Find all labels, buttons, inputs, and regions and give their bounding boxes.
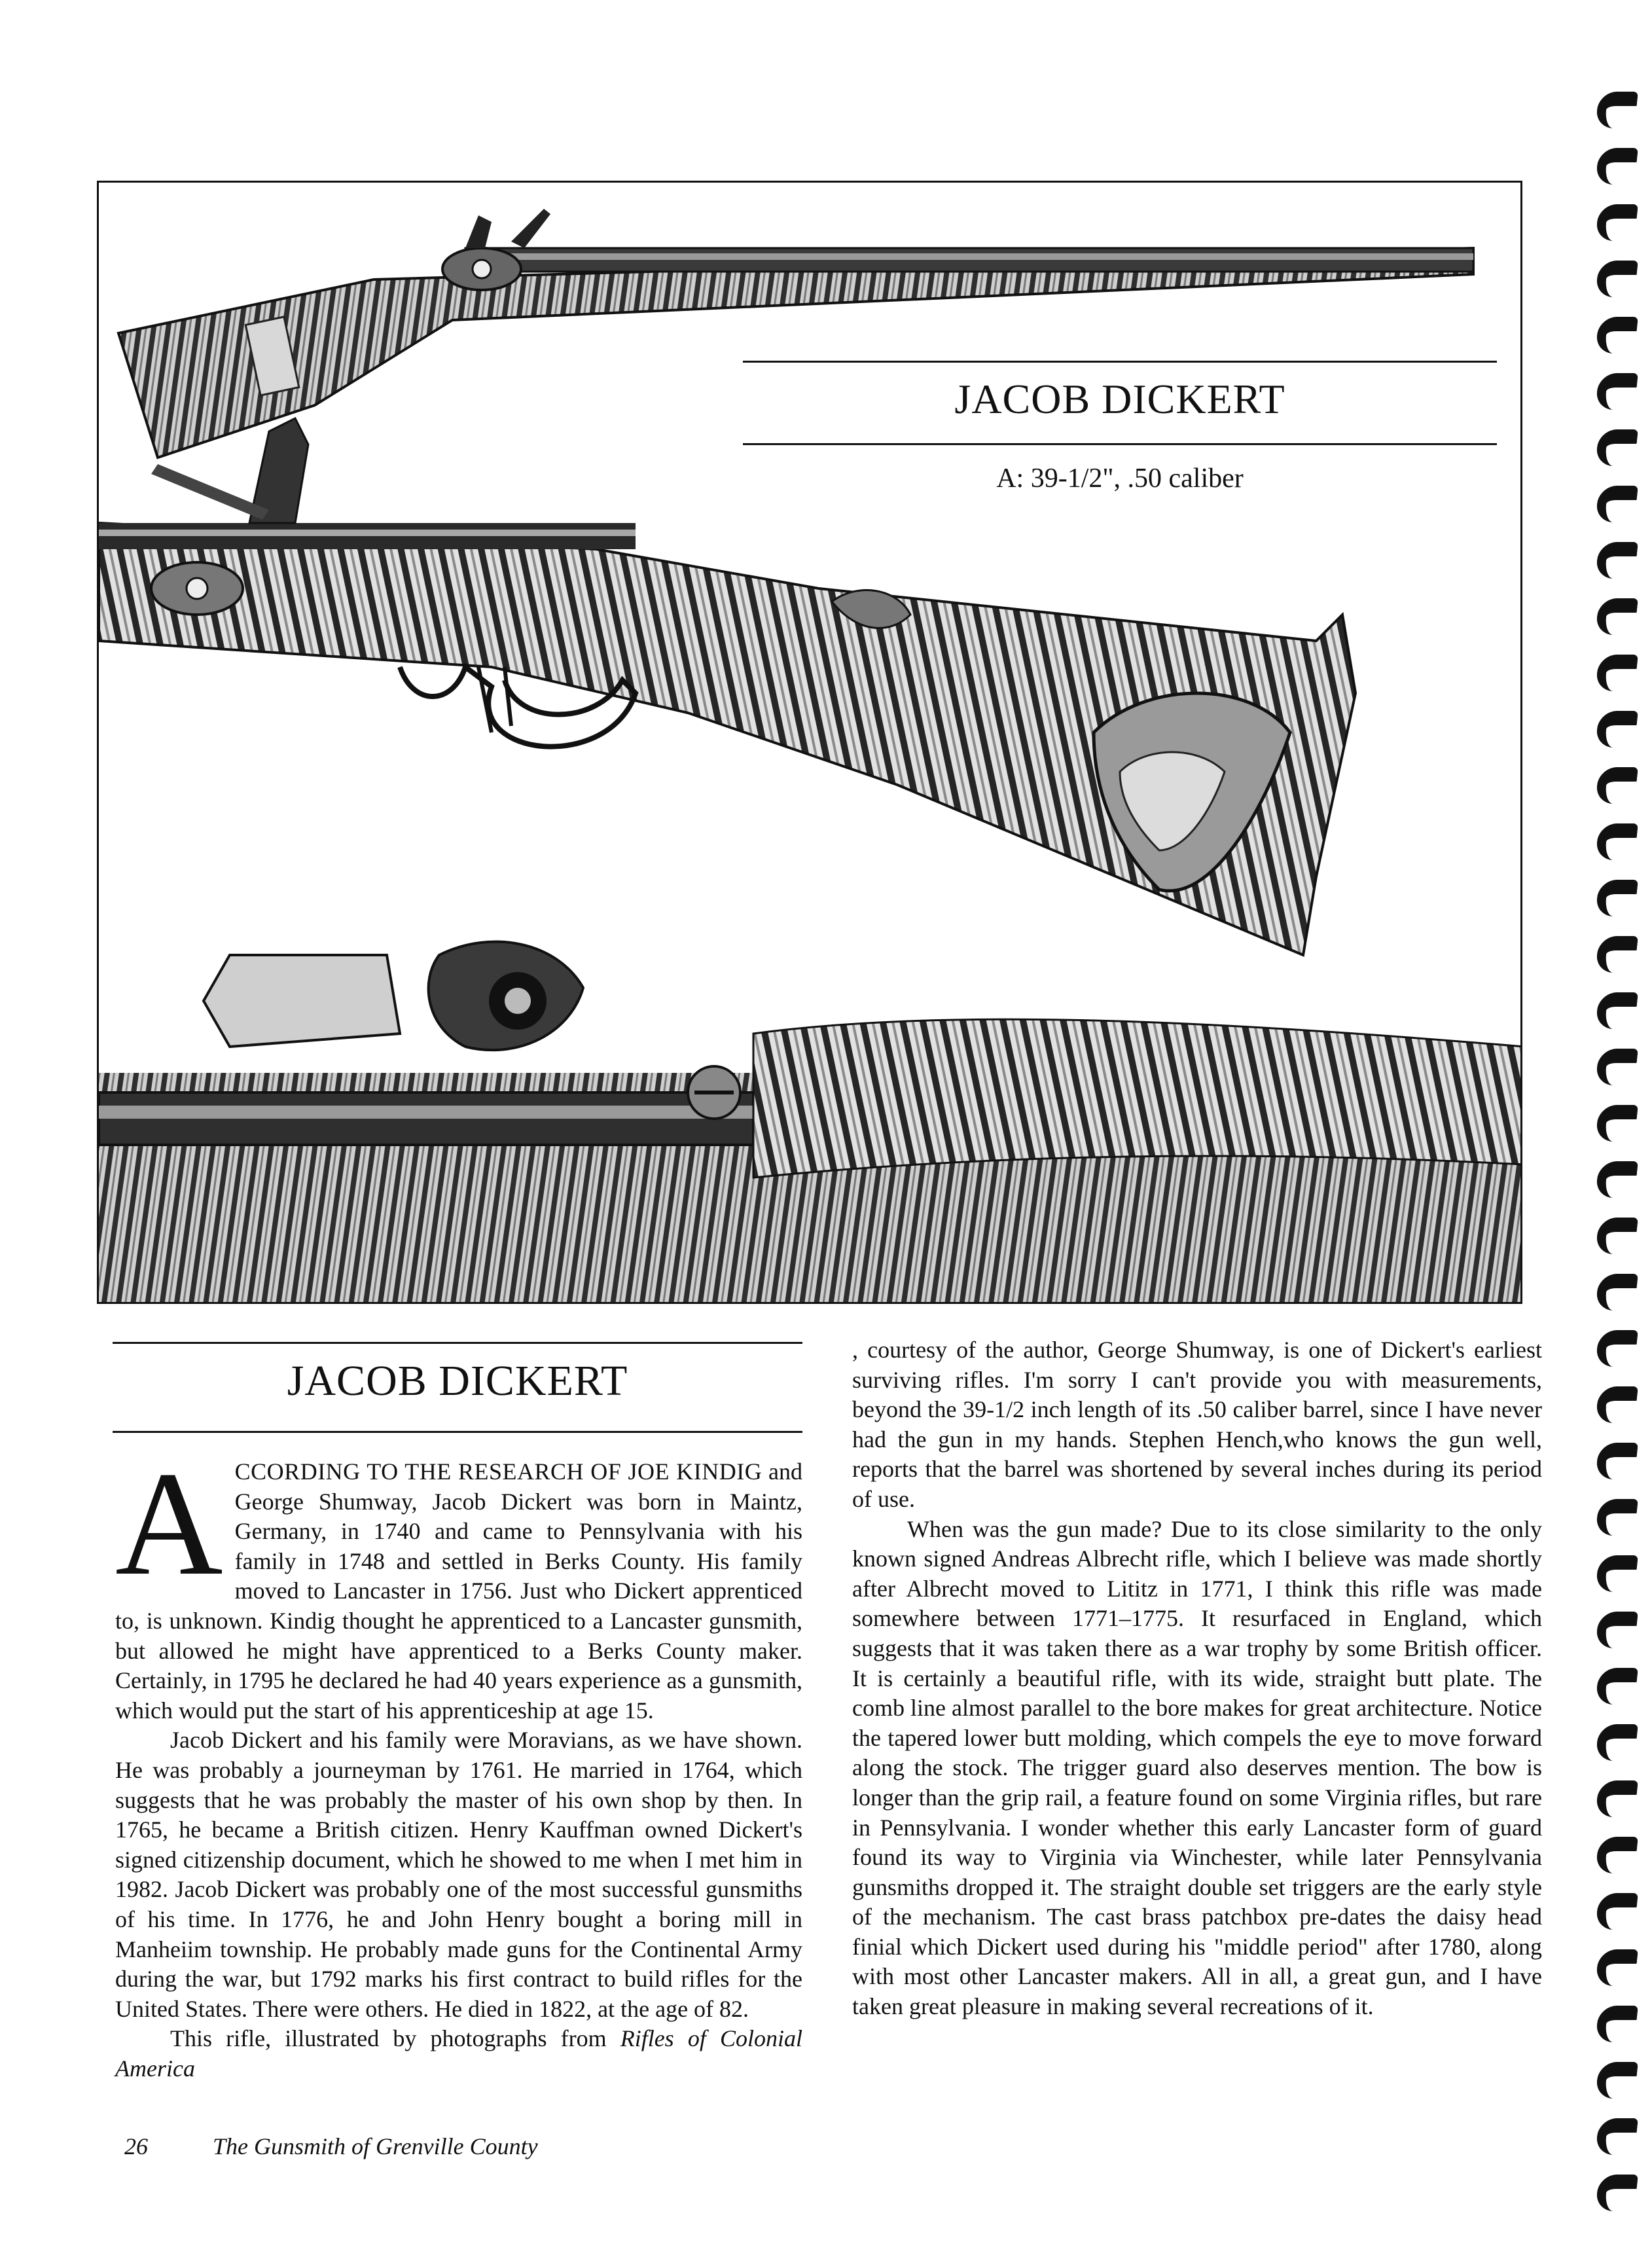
article-column-right xyxy=(852,1335,1542,2022)
binding-ring xyxy=(1595,1330,1638,1367)
article-title: JACOB DICKERT xyxy=(287,1357,628,1405)
binding-ring xyxy=(1595,1274,1638,1310)
rifle-photographs xyxy=(99,183,1522,1304)
binding-ring xyxy=(1595,261,1638,297)
page-footer xyxy=(124,2133,538,2160)
binding-ring xyxy=(1595,1105,1638,1142)
binding-ring xyxy=(1595,598,1638,635)
paragraph-1 xyxy=(115,1441,802,1725)
binding-ring xyxy=(1595,1949,1638,1986)
binding-ring xyxy=(1595,204,1638,241)
caption-title: JACOB DICKERT xyxy=(954,376,1285,422)
binding-ring xyxy=(1595,2062,1638,2099)
rifle-photo-panel xyxy=(97,181,1522,1304)
binding-ring xyxy=(1595,148,1638,185)
binding-ring xyxy=(1595,317,1638,353)
paragraph-3-rest: , courtesy of the author, George Shumway, is one of Dickert's earliest surviving rifles. I'm sorry I can't provide you with measurements, beyond the 39-1/2 inch length of its .50 caliber barrel, since I have never had the gun in my hands. Stephen Hench,who knows the gun well, reports that the barrel was shortened by several inches during its period of use. xyxy=(852,1337,1542,1512)
binding-ring xyxy=(1595,1499,1638,1536)
rifle-lock-closeup xyxy=(99,942,1522,1304)
binding-ring xyxy=(1595,92,1638,128)
binding-ring xyxy=(1595,1724,1638,1761)
page-number: 26 xyxy=(124,2133,148,2159)
paragraph-4: When was the gun made? Due to its close similarity to the only known signed Andreas Albrecht rifle, which I believe was made shortly after Albrecht moved to Lititz in 1771, I think this rifle was made somewhere between 1771–1775. It resurfaced in England, which suggests that it was taken there as a war trophy by some British officer. It is certainly a beautiful rifle, with its wide, straight butt plate. The comb line almost parallel to the bore makes for great architecture. Notice the tapered lower butt molding, which compels the eye to move forward along the stock. The trigger guard also deserves mention. The bow is longer than the grip rail, a feature found on some Virginia rifles, but rare in Pennsylvania. I wonder whether this early Lancaster form of guard found its way to Virginia via Winchester, while later Pennsylvania gunsmiths dropped it. The straight double set triggers are the early style of the mechanism. The cast brass patchbox pre-dates the daisy head finial which Dickert used during his "middle period" after 1780, along with most other Lancaster makers. All in all, a great gun, and I have taken great pleasure in making several recreations of it. xyxy=(852,1515,1542,2020)
binding-ring xyxy=(1595,2006,1638,2042)
book-citation: Rifles of Colonial America xyxy=(115,2025,802,2082)
binding-ring xyxy=(1595,767,1638,804)
article-column-left xyxy=(115,1441,802,2084)
binding-ring xyxy=(1595,1386,1638,1423)
binding-ring xyxy=(1595,1780,1638,1817)
paragraph-1-text: and George Shumway, Jacob Dickert was born in Maintz, Germany, in 1740 and came to Pennsylvania with his family in 1748 and settled in Berks County. His family moved to Lancaster in 1756. Just who Dickert apprenticed to, is unknown. Kindig thought he apprenticed to a Lancaster gunsmith, but allowed he might have apprenticed to a Berks County maker. Certainly, in 1795 he declared he had 40 years experience as a gunsmith, which would put the start of his apprenticeship at age 15. xyxy=(115,1458,802,1724)
binding-ring xyxy=(1595,1555,1638,1592)
paragraph-3 xyxy=(115,2024,802,2084)
binding-ring xyxy=(1595,1837,1638,1873)
article-title-block xyxy=(113,1342,802,1434)
binding-ring xyxy=(1595,2118,1638,2155)
binding-ring xyxy=(1595,992,1638,1029)
binding-ring xyxy=(1595,542,1638,579)
binding-ring xyxy=(1595,711,1638,748)
binding-ring xyxy=(1595,1218,1638,1254)
title-rule-bottom xyxy=(113,1431,802,1433)
book-title: The Gunsmith of Grenville County xyxy=(213,2133,538,2159)
binding-ring xyxy=(1595,936,1638,973)
ring-binding xyxy=(1597,92,1643,2252)
paragraph-2: Jacob Dickert and his family were Moravians, as we have shown. He was probably a journeyman by 1761. He married in 1764, which suggests that he was probably the master of his own shop by then. In 1765, he became a British citizen. Henry Kauffman owned Dickert's signed citizenship document, which he showed to me when I met him in 1982. Jacob Dickert was probably one of the most successful gunsmiths of his time. In 1776, he and John Henry bought a boring mill in Manheiim township. He probably made guns for the Continental Army during the war, but 1792 marks his first contract to build rifles for the United States. There were others. He died in 1822, at the age of 82. xyxy=(115,1727,802,2022)
paragraph-3-start: This rifle, illustrated by photographs from xyxy=(170,2025,620,2052)
binding-ring xyxy=(1595,1161,1638,1198)
binding-ring xyxy=(1595,1443,1638,1479)
caption-subtitle: A: 39-1/2", .50 caliber xyxy=(996,463,1244,494)
binding-ring xyxy=(1595,1893,1638,1930)
caption-rule-bottom xyxy=(743,443,1497,445)
binding-ring xyxy=(1595,373,1638,410)
drop-cap: A xyxy=(115,1441,223,1606)
binding-ring xyxy=(1595,1049,1638,1085)
binding-ring xyxy=(1595,1668,1638,1705)
binding-ring xyxy=(1595,823,1638,860)
binding-ring xyxy=(1595,486,1638,522)
binding-ring xyxy=(1595,1612,1638,1648)
caption-rule-top xyxy=(743,361,1497,363)
binding-ring xyxy=(1595,880,1638,916)
binding-ring xyxy=(1595,429,1638,466)
binding-ring xyxy=(1595,655,1638,691)
title-rule-top xyxy=(113,1342,802,1344)
binding-ring xyxy=(1595,2175,1638,2211)
lead-caps: CCORDING TO THE RESEARCH OF JOE KINDIG xyxy=(234,1458,763,1485)
